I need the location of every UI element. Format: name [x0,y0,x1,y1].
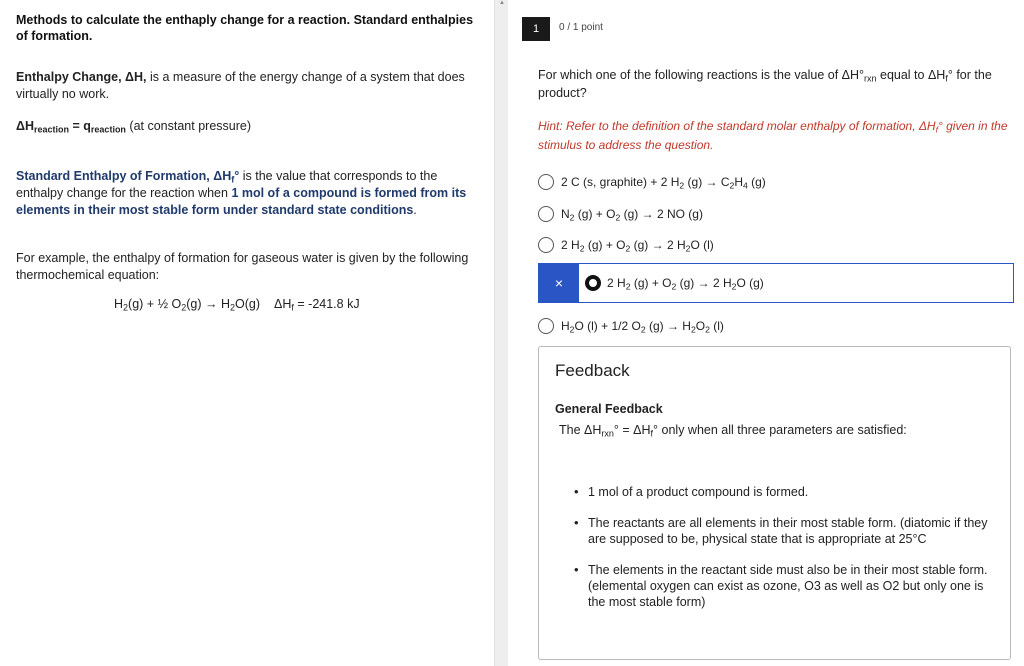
std-formation-sub: f [231,174,235,185]
radio-button-selected[interactable] [585,275,601,291]
enthalpy-change-paragraph [16,69,476,103]
radio-button[interactable] [538,174,554,190]
feedback-panel [538,346,1011,660]
q-subscript: reaction [90,124,126,135]
standard-formation-paragraph [16,168,476,219]
dh-symbol: ΔH [16,119,35,133]
enthalpy-change-label: Enthalpy Change, ΔH, [16,70,147,84]
std-formation-label: Standard Enthalpy of Formation, ΔH [16,169,232,183]
eq-h-state: (g) [128,297,144,311]
feedback-criteria-list [555,484,994,610]
fb-text-a: The ΔH [559,423,602,437]
incorrect-icon: × [539,264,579,302]
std-formation-text: is the value that corresponds to the enthalpy change for the reaction when [16,169,438,200]
answer-option-2[interactable] [538,203,703,225]
answer-option-5[interactable] [538,315,724,337]
enthalpy-equation [16,118,476,135]
option-content [579,275,764,291]
eq-h: H [114,297,124,311]
list-item: • The reactants are all elements in their most stable form. (diatomic if they are supposed to be, physical state that is appropriate at 25°C [555,515,1003,547]
fb-text-b: ° = ΔH [613,423,651,437]
option-label: $H_2O$ (l) + 1/2 $O_2$ $(g) \to H_2O_2$ (l) [561,319,724,335]
option-label: 2 $H_2$ $(g) + O_2$ (g) → 2 $H_2O$ (l) [561,238,714,254]
radio-button[interactable] [538,318,554,334]
std-formation-period: . [413,203,417,217]
eq-h-sub: 2 [123,302,129,313]
fb-text-c: ° only when all three parameters are satisfied: [653,423,907,437]
eq-h2o-sub: 2 [229,302,235,313]
eq-o-sub: 2 [181,302,187,313]
general-feedback-text [559,422,994,439]
stimulus-title: Methods to calculate the enthaply change for a reaction. Standard enthalpies of formation. [16,13,474,43]
qtext-a: For which one of the following reactions is the value of ΔH° [538,68,865,82]
radio-button[interactable] [538,206,554,222]
qtext-sub: rxn [864,73,877,84]
eq-h2o-rest: O(g) [235,297,260,311]
answer-option-4-selected[interactable] [538,263,1014,303]
fb-text-sub2: f [650,428,654,439]
q-symbol: = q [69,119,91,133]
option-label: 2 $H_2$ $(g) + O_2$ (g) → 2 $H_2O$ (g) [607,276,764,292]
eq-value: = -241.8 kJ [293,297,360,311]
question-number: 1 [522,17,550,41]
scroll-up-icon[interactable]: ▲ [499,0,505,6]
eq-dhf-sub: f [291,302,294,313]
hint-b: ° given in the stimulus to address the question. [538,119,1008,152]
general-feedback-label: General Feedback [555,402,663,416]
answer-option-1[interactable] [538,171,766,193]
list-item: • 1 mol of a product compound is formed. [555,484,1003,500]
water-formation-equation [114,297,360,311]
std-formation-degree: ° [234,169,240,183]
eq-plus-o: + ½ O [143,297,182,311]
eq-arrow: → H [201,297,230,311]
feedback-title: Feedback [555,361,630,380]
answer-option-3[interactable] [538,234,714,256]
qtext-c: ° for the product? [538,68,992,100]
radio-button[interactable] [538,237,554,253]
pressure-note: (at constant pressure) [129,119,252,133]
std-formation-highlight: 1 mol of a compound is formed from its elements in their most stable form under standard state conditions [16,186,467,217]
eq-o-state: (g) [186,297,202,311]
eq-dhf: ΔH [274,297,292,311]
question-hint [538,117,1008,155]
option-label: 2 C (s, graphite) + 2 $H_2$ $(g) \to C_2H_4$ (g) [561,175,766,191]
question-text [538,66,1016,102]
question-points: 0 / 1 point [559,22,603,33]
fb-text-sub: rxn [601,428,614,439]
hint-sub: f [935,124,938,135]
option-label: $N_2$ $(g) + O_2$ (g) → 2 NO (g) [561,207,703,223]
pane-scrollbar[interactable] [494,0,508,666]
hint-a: Hint: Refer to the definition of the standard molar enthalpy of formation, ΔH [538,119,936,133]
enthalpy-change-text: is a measure of the energy change of a system that does virtually no work. [16,70,465,101]
qtext-b: equal to ΔH [876,68,946,82]
qtext-sub2: f [945,73,948,84]
stimulus-pane [0,0,494,666]
dh-subscript: reaction [34,124,70,135]
question-pane [508,0,1024,666]
list-item: • The elements in the reactant side must also be in their most stable form. (elemental oxygen can exist as ozone, O3 as well as O2 but only one is the most stable form) [555,562,1003,610]
example-paragraph: For example, the enthalpy of formation for gaseous water is given by the following thermochemical equation: [16,251,469,282]
